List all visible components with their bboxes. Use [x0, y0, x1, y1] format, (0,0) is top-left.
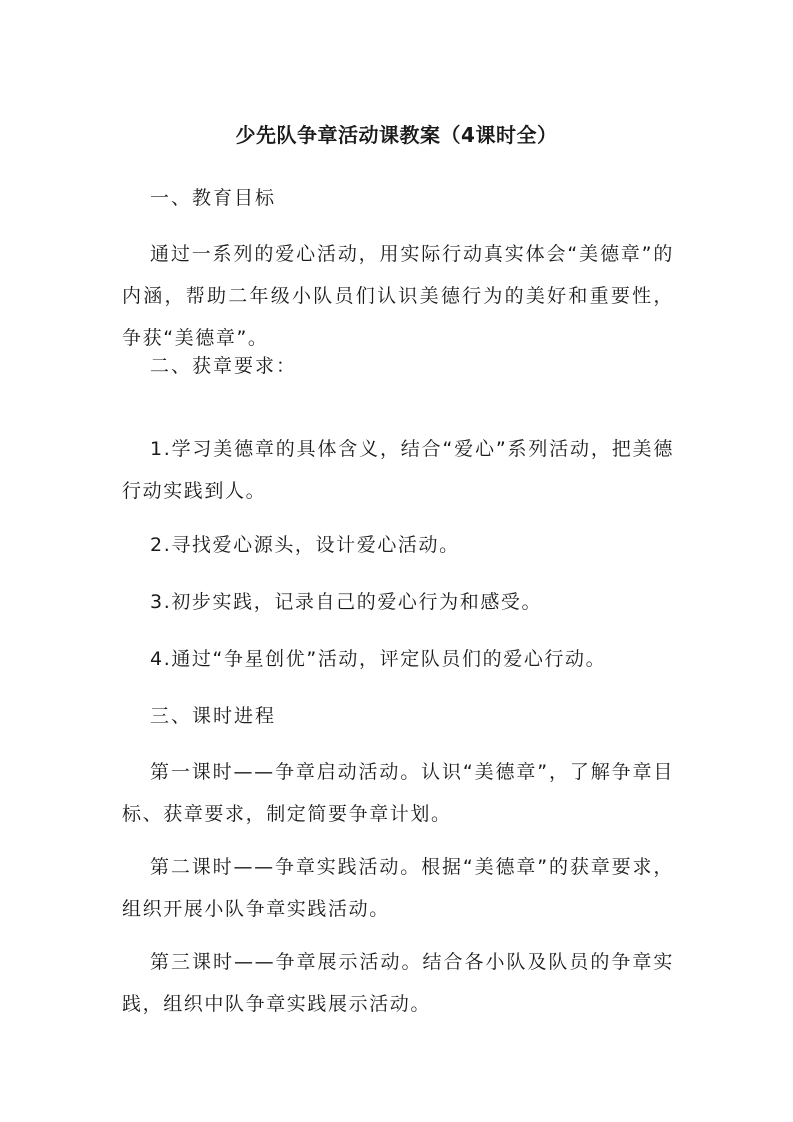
- section-heading-requirements: 二、获章要求：: [150, 355, 298, 377]
- requirement-item-2: 2.寻找爱心源头，设计爱心活动。: [150, 534, 460, 556]
- requirement-item-3: 3.初步实践，记录自己的爱心行为和感受。: [150, 591, 543, 613]
- lesson-item-1: 第一课时——争章启动活动。认识“美德章”，了解争章目标、获章要求，制定简要争章计划。: [122, 761, 674, 825]
- lesson-item-3: 第三课时——争章展示活动。结合各小队及队员的争章实践，组织中队争章实践展示活动。: [122, 951, 674, 1015]
- requirement-item-4: 4.通过“争星创优”活动，评定队员们的爱心行动。: [150, 648, 607, 670]
- document-title: 少先队争章活动课教案（4课时全）: [235, 123, 558, 147]
- requirement-item-1: 1.学习美德章的具体含义，结合“爱心”系列活动，把美德行动实践到人。: [122, 438, 674, 502]
- section-heading-progress: 三、课时进程: [150, 705, 277, 727]
- section-heading-goals: 一、教育目标: [150, 187, 277, 209]
- lesson-item-2: 第二课时——争章实践活动。根据“美德章”的获章要求，组织开展小队争章实践活动。: [122, 856, 674, 920]
- paragraph-goals: 通过一系列的爱心活动，用实际行动真实体会“美德章”的内涵，帮助二年级小队员们认识美德行为的美好和重要性，争获“美德章”。: [122, 243, 674, 349]
